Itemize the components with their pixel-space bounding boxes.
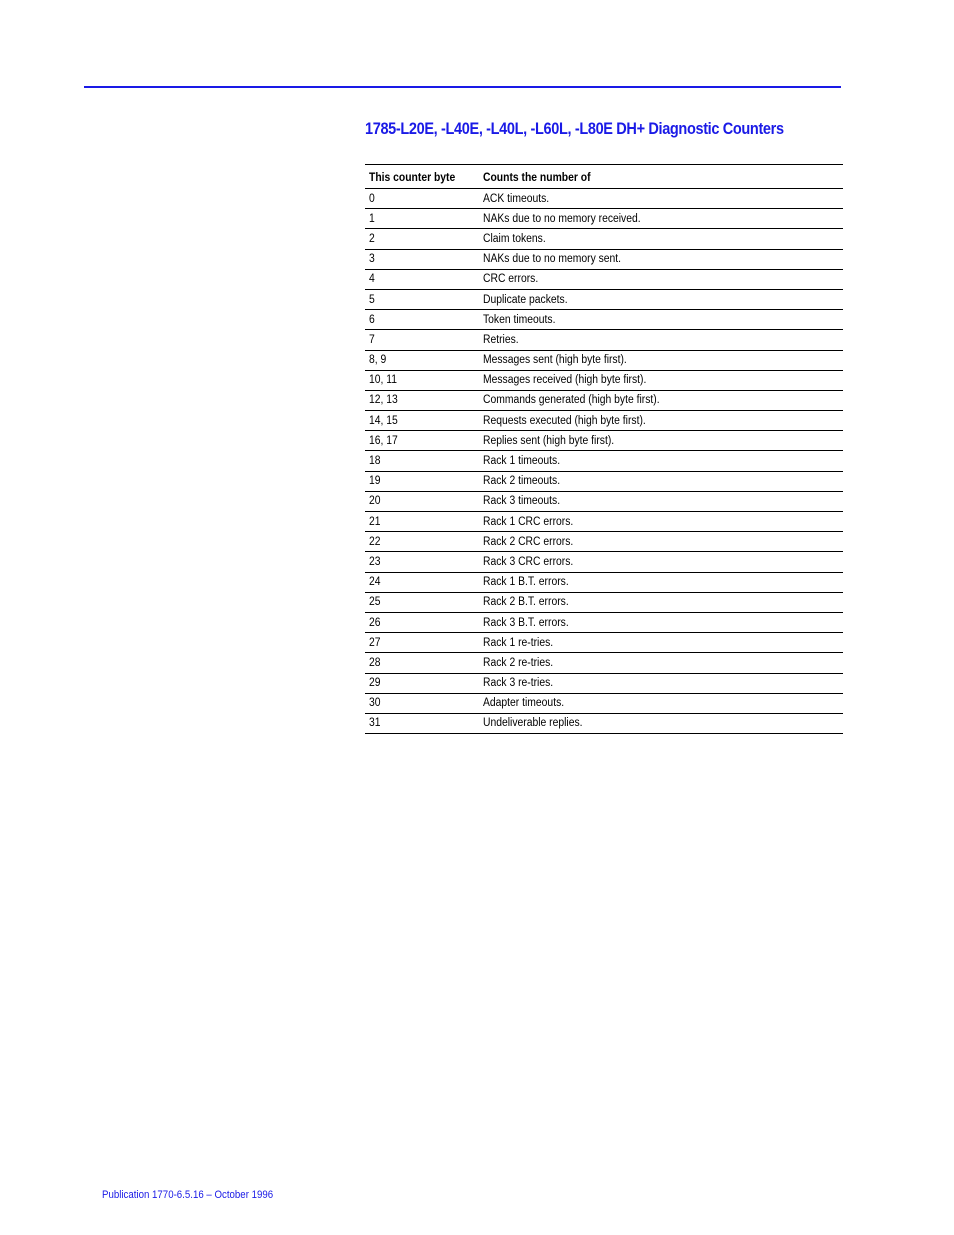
counter-byte-cell: 18 bbox=[369, 455, 381, 468]
table-row bbox=[365, 209, 843, 229]
table-row bbox=[365, 572, 843, 592]
table-row bbox=[365, 431, 843, 451]
counter-description-cell: Rack 2 re-tries. bbox=[483, 656, 554, 669]
counter-description-cell: Replies sent (high byte first). bbox=[483, 434, 615, 447]
table-row bbox=[365, 612, 843, 632]
counter-byte-cell: 3 bbox=[369, 253, 375, 266]
counter-byte-cell: 21 bbox=[369, 515, 381, 528]
counter-description-cell: Claim tokens. bbox=[483, 232, 546, 245]
table-row bbox=[365, 633, 843, 653]
counter-description-cell: Rack 3 B.T. errors. bbox=[483, 616, 569, 629]
table-row bbox=[365, 370, 843, 390]
counter-description-cell: Rack 3 timeouts. bbox=[483, 495, 561, 508]
counter-byte-cell: 20 bbox=[369, 495, 381, 508]
counter-description-cell: ACK timeouts. bbox=[483, 192, 550, 205]
table-row bbox=[365, 390, 843, 410]
column-header-counter-byte: This counter byte bbox=[369, 171, 456, 184]
table-row bbox=[365, 673, 843, 693]
counter-byte-cell: 28 bbox=[369, 656, 381, 669]
table-row bbox=[365, 532, 843, 552]
table-row bbox=[365, 350, 843, 370]
counter-description-cell: Rack 3 re-tries. bbox=[483, 677, 554, 690]
counter-description-cell: Adapter timeouts. bbox=[483, 697, 565, 710]
counter-byte-cell: 2 bbox=[369, 232, 375, 245]
table-row bbox=[365, 693, 843, 713]
counter-byte-cell: 30 bbox=[369, 697, 381, 710]
counter-byte-cell: 16, 17 bbox=[369, 434, 398, 447]
counter-byte-cell: 4 bbox=[369, 273, 375, 286]
table-row bbox=[365, 713, 843, 733]
table-body bbox=[365, 189, 843, 734]
counter-byte-cell: 6 bbox=[369, 313, 375, 326]
counter-description-cell: Rack 1 CRC errors. bbox=[483, 515, 574, 528]
counter-description-cell: Rack 2 CRC errors. bbox=[483, 535, 574, 548]
table-row bbox=[365, 310, 843, 330]
counter-description-cell: Requests executed (high byte first). bbox=[483, 414, 646, 427]
counter-byte-cell: 7 bbox=[369, 333, 375, 346]
counter-byte-cell: 31 bbox=[369, 717, 381, 730]
counter-description-cell: Messages sent (high byte first). bbox=[483, 354, 627, 367]
counter-byte-cell: 1 bbox=[369, 212, 375, 225]
table-row bbox=[365, 512, 843, 532]
counter-description-cell: Rack 3 CRC errors. bbox=[483, 555, 574, 568]
counter-byte-cell: 23 bbox=[369, 555, 381, 568]
table-row bbox=[365, 653, 843, 673]
table-row bbox=[365, 491, 843, 511]
counter-description-cell: NAKs due to no memory sent. bbox=[483, 253, 622, 266]
table-row bbox=[365, 269, 843, 289]
table-row bbox=[365, 592, 843, 612]
counter-byte-cell: 24 bbox=[369, 576, 381, 589]
counter-byte-cell: 10, 11 bbox=[369, 374, 398, 387]
table-row bbox=[365, 411, 843, 431]
counter-description-cell: Retries. bbox=[483, 333, 519, 346]
counter-byte-cell: 25 bbox=[369, 596, 381, 609]
table-row bbox=[365, 552, 843, 572]
counter-byte-cell: 14, 15 bbox=[369, 414, 398, 427]
table-row bbox=[365, 249, 843, 269]
counter-description-cell: CRC errors. bbox=[483, 273, 539, 286]
counter-byte-cell: 5 bbox=[369, 293, 375, 306]
counter-byte-cell: 22 bbox=[369, 535, 381, 548]
table-row bbox=[365, 289, 843, 309]
counter-byte-cell: 19 bbox=[369, 475, 381, 488]
table-row bbox=[365, 229, 843, 249]
counter-description-cell: Rack 1 B.T. errors. bbox=[483, 576, 569, 589]
counter-description-cell: Rack 1 re-tries. bbox=[483, 636, 554, 649]
table-row bbox=[365, 330, 843, 350]
counter-byte-cell: 8, 9 bbox=[369, 354, 387, 367]
counter-byte-cell: 12, 13 bbox=[369, 394, 398, 407]
counter-byte-cell: 0 bbox=[369, 192, 375, 205]
counter-description-cell: Commands generated (high byte first). bbox=[483, 394, 660, 407]
table-row bbox=[365, 451, 843, 471]
section-title: 1785-L20E, -L40E, -L40L, -L60L, -L80E DH+ Diagnostic Counters bbox=[365, 120, 784, 138]
counter-description-cell: NAKs due to no memory received. bbox=[483, 212, 641, 225]
counter-description-cell: Token timeouts. bbox=[483, 313, 556, 326]
header-rule bbox=[84, 86, 841, 88]
table-row bbox=[365, 471, 843, 491]
table-row bbox=[365, 189, 843, 209]
counter-description-cell: Undeliverable replies. bbox=[483, 717, 583, 730]
publication-footer: Publication 1770-6.5.16 – October 1996 bbox=[102, 1189, 274, 1201]
table-header-row bbox=[365, 165, 843, 189]
column-header-counts: Counts the number of bbox=[483, 171, 591, 184]
counter-byte-cell: 29 bbox=[369, 677, 381, 690]
counter-byte-cell: 26 bbox=[369, 616, 381, 629]
counter-description-cell: Duplicate packets. bbox=[483, 293, 568, 306]
counter-description-cell: Messages received (high byte first). bbox=[483, 374, 647, 387]
diagnostic-counters-table bbox=[365, 164, 843, 734]
counter-byte-cell: 27 bbox=[369, 636, 381, 649]
counter-description-cell: Rack 2 B.T. errors. bbox=[483, 596, 569, 609]
counter-description-cell: Rack 1 timeouts. bbox=[483, 455, 561, 468]
counter-description-cell: Rack 2 timeouts. bbox=[483, 475, 561, 488]
